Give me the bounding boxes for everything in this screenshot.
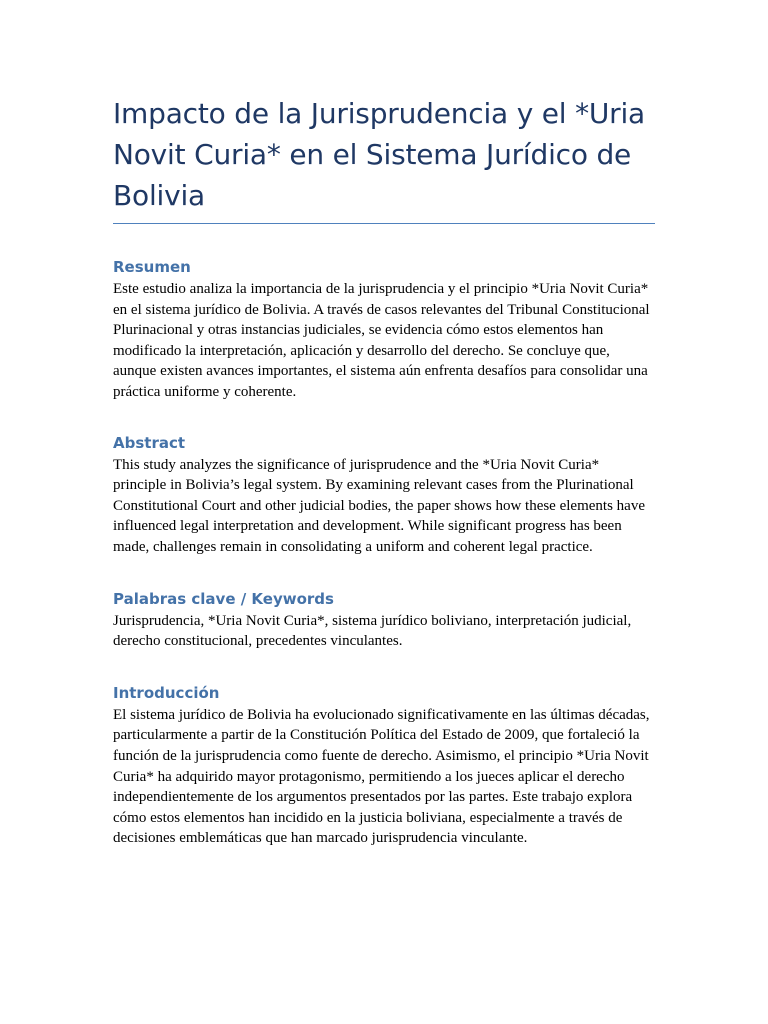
section-abstract (113, 433, 655, 558)
section-body-introduccion: El sistema jurídico de Bolivia ha evolucionado significativamente en las últimas décadas, particularmente a partir de la Constitución Política del Estado de 2009, que fortaleció la función de la jurisprudencia como fuente de derecho. Asimismo, el principio *Uria Novit Curia* ha adquirido mayor protagonismo, permitiendo a los jueces aplicar el derecho independientemente de los argumentos presentados por las partes. Este trabajo explora cómo estos elementos han incidido en la justicia boliviana, especialmente a través de decisiones emblemáticas que han marcado jurisprudencia vinculante. (113, 706, 650, 847)
section-body-resumen: Este estudio analiza la importancia de la jurisprudencia y el principio *Uria Novit Curia* en el sistema jurídico de Bolivia. A través de casos relevantes del Tribunal Constitucional Plurinacional y otras instancias judiciales, se evidencia cómo estos elementos han modificado la interpretación, aplicación y desarrollo del derecho. Se concluye que, aunque existen avances importantes, el sistema aún enfrenta desafíos para consolidar una práctica uniforme y coherente. (113, 281, 650, 400)
section-body-abstract: This study analyzes the significance of jurisprudence and the *Uria Novit Curia* principle in Bolivia’s legal system. By examining relevant cases from the Plurinational Constitutional Court and other judicial bodies, the paper shows how these elements have influenced legal interpretation and development. While significant progress has been made, challenges remain in consolidating a uniform and coherent legal practice. (113, 456, 645, 555)
section-introduccion (113, 683, 655, 849)
section-heading-keywords: Palabras clave / Keywords (113, 589, 334, 608)
section-body-keywords: Jurisprudencia, *Uria Novit Curia*, sistema jurídico boliviano, interpretación judicial, derecho constitucional, precedentes vinculantes. (113, 612, 632, 650)
section-keywords (113, 589, 655, 652)
title-divider (113, 223, 655, 224)
section-heading-introduccion: Introducción (113, 683, 220, 702)
section-heading-abstract: Abstract (113, 433, 186, 452)
section-resumen (113, 257, 655, 403)
document-page (113, 0, 655, 849)
section-heading-resumen: Resumen (113, 258, 191, 276)
document-title: Impacto de la Jurisprudencia y el *Uria Novit Curia* en el Sistema Jurídico de Bolivia (113, 97, 646, 212)
